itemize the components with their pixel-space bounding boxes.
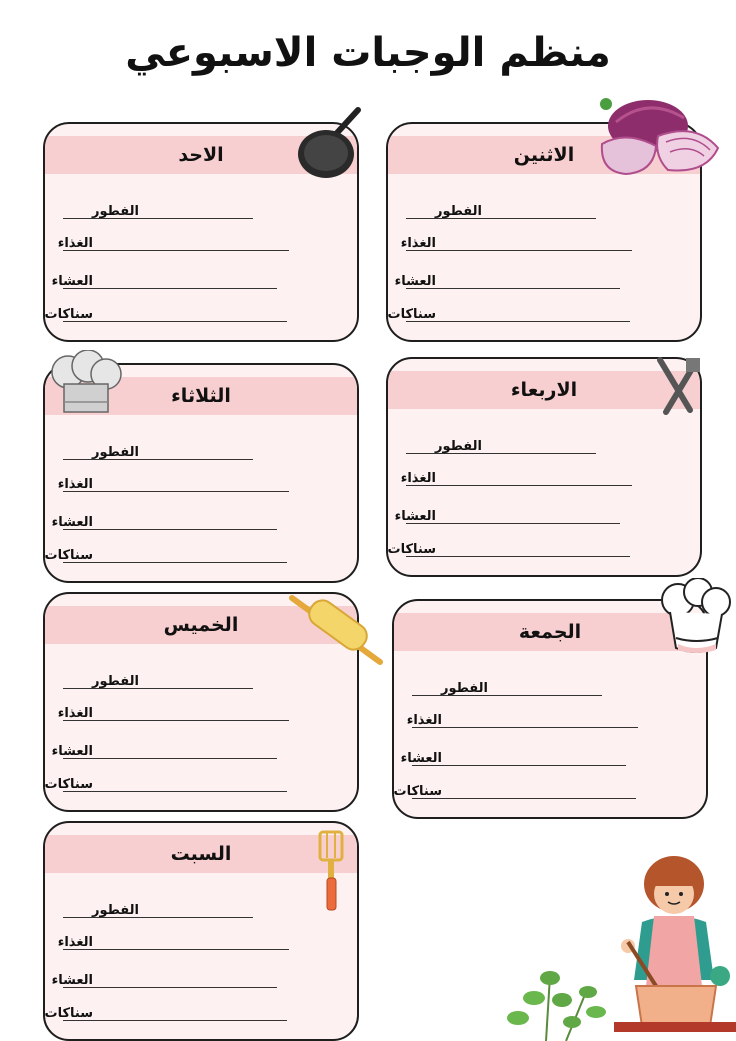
day-title-saturday: السبت (45, 835, 357, 873)
meal-label-breakfast: الفطور (92, 903, 139, 918)
meal-write-line-lunch[interactable] (63, 491, 289, 492)
meal-label-lunch: الغذاء (400, 236, 436, 251)
meal-write-line-lunch[interactable] (406, 250, 632, 251)
meal-label-breakfast: الفطور (441, 681, 488, 696)
meal-write-line-breakfast[interactable] (63, 459, 253, 460)
herb-plant-illustration (506, 966, 610, 1041)
meal-row-snacks (388, 542, 700, 564)
meal-write-line-dinner[interactable] (63, 987, 277, 988)
day-title-tuesday: الثلاثاء (45, 377, 357, 415)
day-title-monday: الاثنين (388, 136, 700, 174)
day-title-friday: الجمعة (394, 613, 706, 651)
meal-write-line-snacks[interactable] (406, 321, 630, 322)
meal-write-line-dinner[interactable] (63, 758, 277, 759)
frying-pan-icon (296, 104, 364, 184)
meal-label-dinner: العشاء (400, 751, 442, 766)
meal-label-breakfast: الفطور (435, 439, 482, 454)
onion-icon (596, 92, 722, 178)
meal-row-lunch (388, 471, 700, 493)
meal-row-lunch (45, 935, 357, 957)
meal-label-snacks: سناكات (44, 548, 93, 563)
meal-row-dinner (394, 751, 706, 773)
meal-label-lunch: الغذاء (57, 706, 93, 721)
meal-row-snacks (388, 307, 700, 329)
meal-label-snacks: سناكات (387, 542, 436, 557)
meal-write-line-lunch[interactable] (63, 720, 289, 721)
whisk-icon (310, 830, 352, 916)
meal-write-line-lunch[interactable] (406, 485, 632, 486)
meal-row-snacks (45, 307, 357, 329)
page-title: منظم الوجبات الاسبوعي (125, 30, 611, 76)
meal-row-snacks (45, 1006, 357, 1028)
chef-hat-icon (48, 350, 126, 416)
meal-write-line-snacks[interactable] (63, 321, 287, 322)
meal-label-dinner: العشاء (51, 515, 93, 530)
meal-write-line-snacks[interactable] (412, 798, 636, 799)
meal-row-dinner (45, 274, 357, 296)
meal-label-lunch: الغذاء (57, 935, 93, 950)
meal-label-snacks: سناكات (44, 777, 93, 792)
meal-write-line-breakfast[interactable] (63, 688, 253, 689)
meal-row-lunch (394, 713, 706, 735)
meal-label-snacks: سناكات (44, 307, 93, 322)
meal-write-line-dinner[interactable] (63, 288, 277, 289)
meal-label-snacks: سناكات (387, 307, 436, 322)
meal-write-line-lunch[interactable] (63, 250, 289, 251)
meal-write-line-lunch[interactable] (412, 727, 638, 728)
meal-label-breakfast: الفطور (92, 204, 139, 219)
meal-label-dinner: العشاء (51, 973, 93, 988)
meal-row-dinner (45, 744, 357, 766)
meal-label-dinner: العشاء (394, 509, 436, 524)
meal-row-lunch (388, 236, 700, 258)
meal-row-snacks (45, 777, 357, 799)
meal-row-dinner (45, 973, 357, 995)
meal-row-breakfast (394, 681, 706, 703)
meal-row-dinner (388, 274, 700, 296)
meal-write-line-lunch[interactable] (63, 949, 289, 950)
meal-write-line-dinner[interactable] (63, 529, 277, 530)
meal-row-breakfast (388, 439, 700, 461)
meal-label-dinner: العشاء (394, 274, 436, 289)
meal-label-dinner: العشاء (51, 744, 93, 759)
meal-write-line-breakfast[interactable] (412, 695, 602, 696)
meal-write-line-breakfast[interactable] (63, 218, 253, 219)
chef-hat-outline-icon (660, 578, 732, 656)
meal-row-breakfast (45, 204, 357, 226)
meal-row-snacks (394, 784, 706, 806)
meal-row-breakfast (45, 445, 357, 467)
meal-row-dinner (388, 509, 700, 531)
day-title-thursday: الخميس (45, 606, 357, 644)
meal-row-snacks (45, 548, 357, 570)
meal-label-lunch: الغذاء (57, 477, 93, 492)
meal-write-line-snacks[interactable] (63, 562, 287, 563)
day-title-sunday: الاحد (45, 136, 357, 174)
meal-label-dinner: العشاء (51, 274, 93, 289)
cooking-girl-illustration (606, 850, 736, 1034)
meal-write-line-snacks[interactable] (406, 556, 630, 557)
rolling-pin-icon (286, 592, 386, 668)
meal-label-lunch: الغذاء (400, 471, 436, 486)
meal-write-line-breakfast[interactable] (406, 218, 596, 219)
meal-write-line-dinner[interactable] (412, 765, 626, 766)
meal-label-snacks: سناكات (44, 1006, 93, 1021)
meal-write-line-snacks[interactable] (63, 1020, 287, 1021)
meal-row-breakfast (45, 674, 357, 696)
day-title-wednesday: الاربعاء (388, 371, 700, 409)
meal-write-line-breakfast[interactable] (406, 453, 596, 454)
meal-row-lunch (45, 236, 357, 258)
meal-write-line-dinner[interactable] (406, 288, 620, 289)
meal-label-breakfast: الفطور (92, 674, 139, 689)
meal-row-breakfast (388, 204, 700, 226)
meal-row-lunch (45, 706, 357, 728)
meal-label-snacks: سناكات (393, 784, 442, 799)
spatula-fork-icon (650, 356, 706, 416)
meal-write-line-breakfast[interactable] (63, 917, 253, 918)
meal-write-line-snacks[interactable] (63, 791, 287, 792)
meal-label-breakfast: الفطور (435, 204, 482, 219)
meal-row-dinner (45, 515, 357, 537)
meal-label-lunch: الغذاء (57, 236, 93, 251)
meal-write-line-dinner[interactable] (406, 523, 620, 524)
meal-label-breakfast: الفطور (92, 445, 139, 460)
meal-row-lunch (45, 477, 357, 499)
meal-label-lunch: الغذاء (406, 713, 442, 728)
